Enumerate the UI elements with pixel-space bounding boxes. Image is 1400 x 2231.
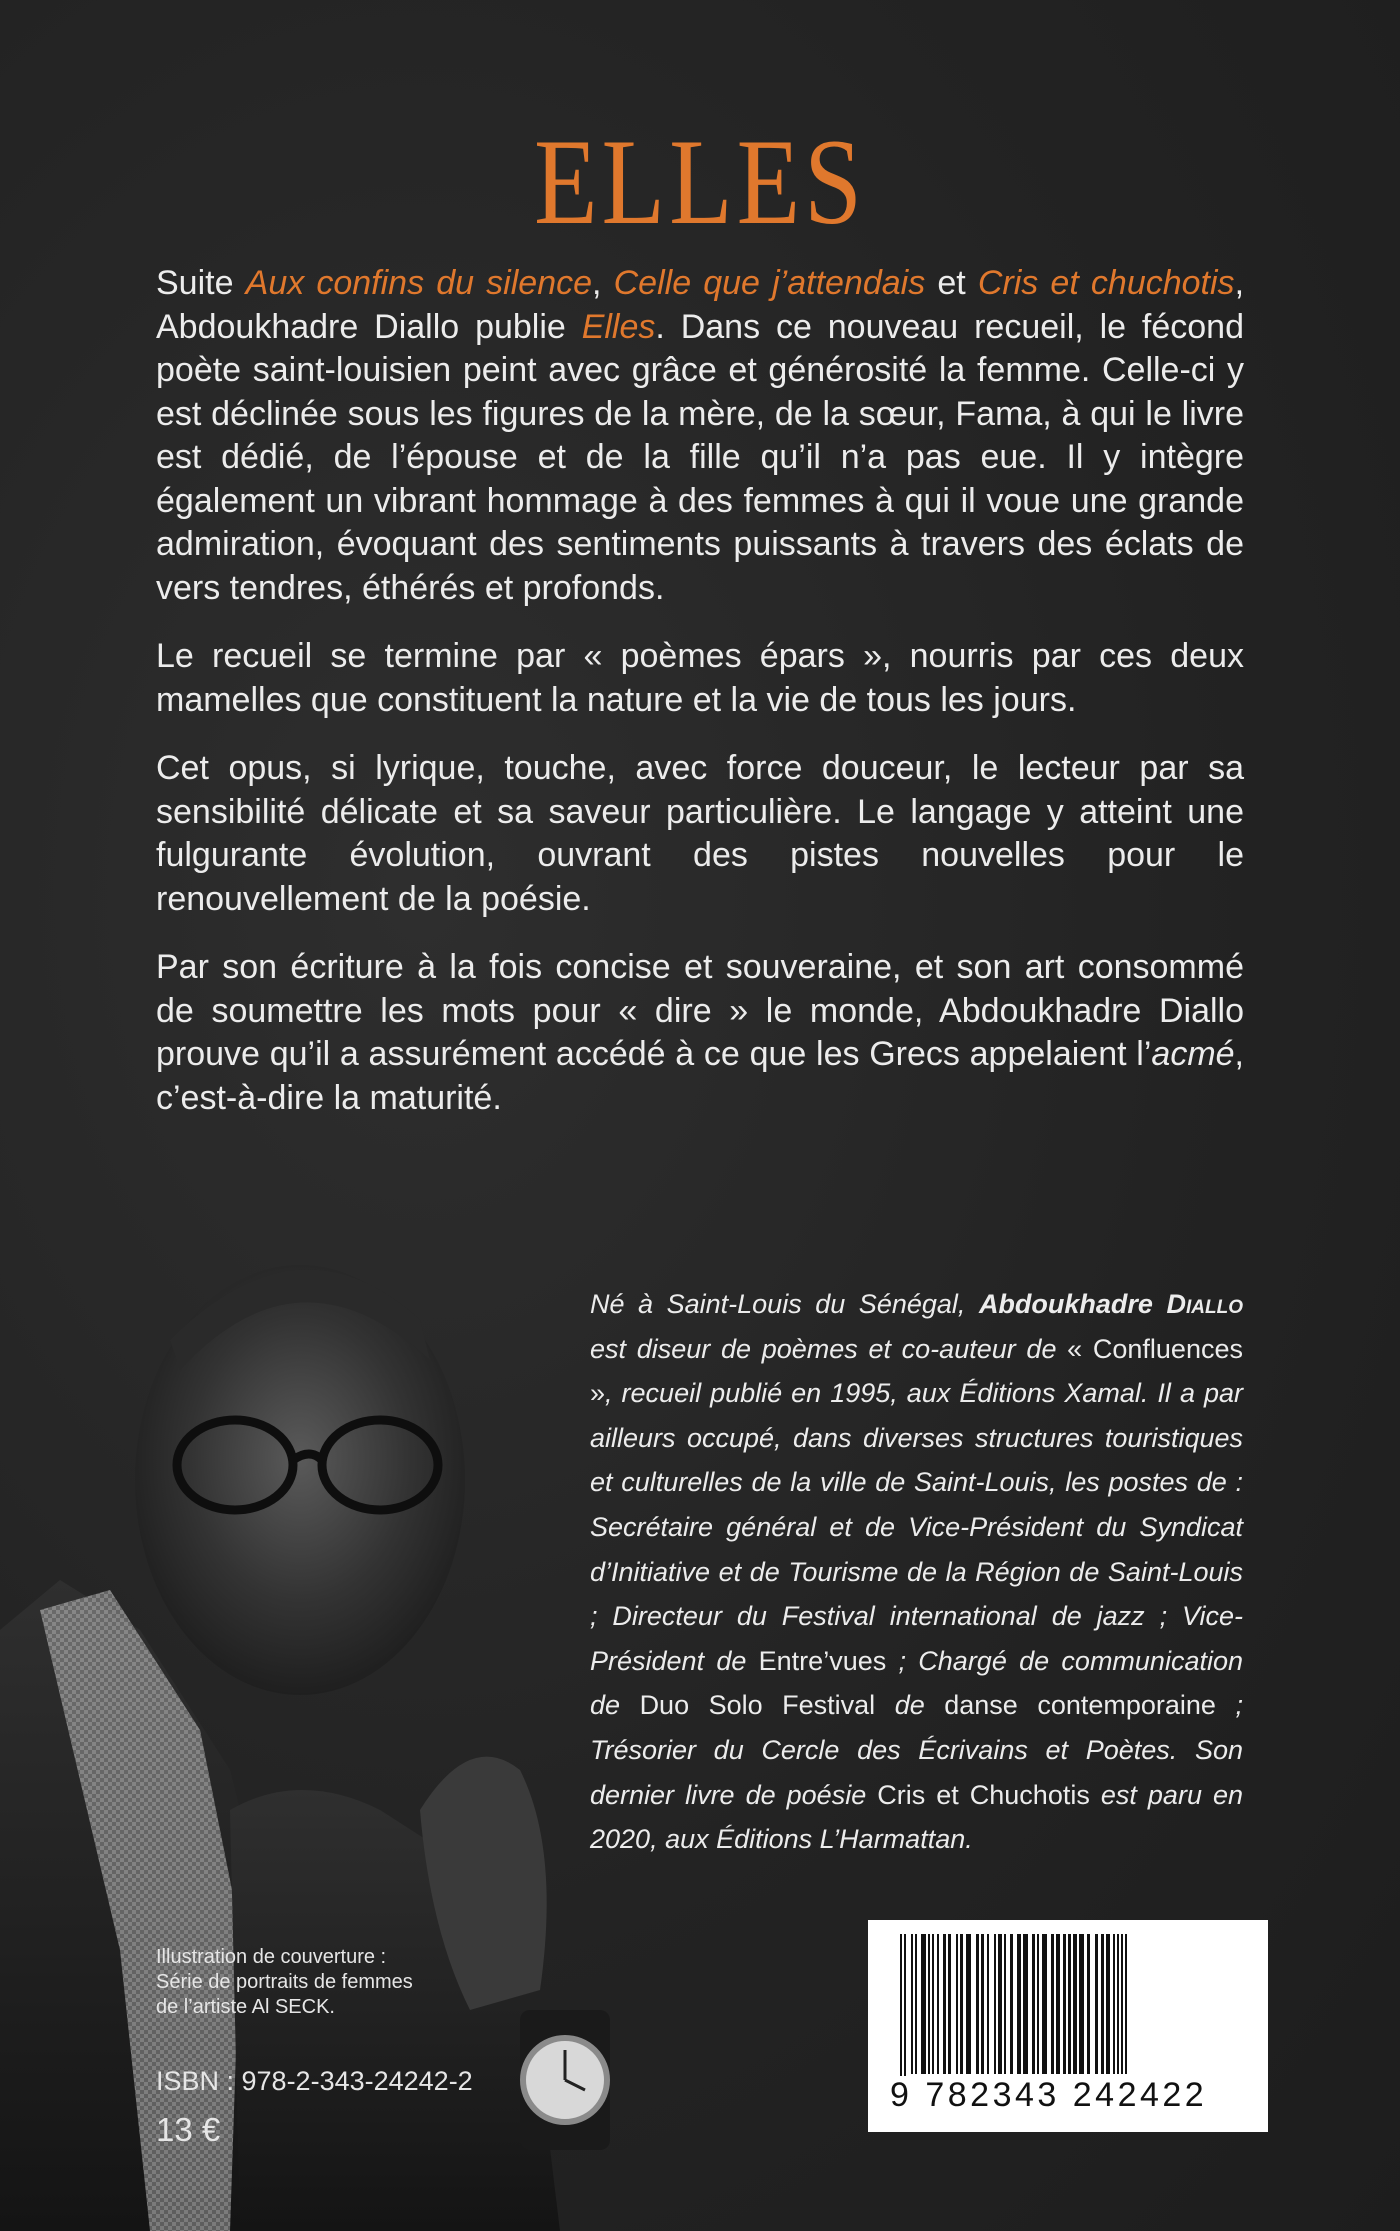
summary-paragraph-2: Le recueil se termine par « poèmes épars », nourris par ces deux mamelles que constituent la nature et la vie de tous les jours. bbox=[156, 637, 1244, 719]
barcode-bar bbox=[911, 1934, 913, 2074]
author-biography: Né à Saint-Louis du Sénégal, Abdoukhadre Diallo est diseur de poèmes et co-auteur de « Confluences », recueil publié en 1995, aux Éditions Xamal. Il a par ailleurs occupé, dans diverses structures touristiques et culturelles de la ville de Saint-Louis, les postes de : Secrétaire général et de Vice-Président du Syndicat d’Initiative et de Tourisme de la Région de Saint-Louis ; Directeur du Festival international de jazz ; Vice-Président de Entre’vues ; Chargé de communication de Duo Solo Festival de danse contemporaine ; Trésorier du Cercle des Écrivains et Poètes. Son dernier livre de poésie Cris et Chuchotis est paru en 2020, aux Éditions L’Harmattan. bbox=[590, 1289, 1244, 1855]
barcode-bar bbox=[937, 1934, 939, 2074]
barcode-bar bbox=[932, 1934, 934, 2074]
barcode-bar bbox=[943, 1934, 946, 2074]
barcode-bar bbox=[1023, 1934, 1028, 2074]
book-title: ELLES bbox=[534, 114, 866, 251]
barcode-bar bbox=[1063, 1934, 1066, 2074]
barcode-bar bbox=[1056, 1934, 1060, 2074]
barcode-bar bbox=[1004, 1934, 1006, 2074]
barcode-bar bbox=[915, 1934, 917, 2074]
barcode-bar bbox=[900, 1934, 902, 2096]
barcode-bar bbox=[1125, 1934, 1127, 2074]
barcode-bar bbox=[1042, 1934, 1047, 2074]
summary bbox=[156, 262, 1244, 1145]
barcode-bar bbox=[1017, 1934, 1021, 2074]
price: 13 € bbox=[156, 2111, 221, 2148]
barcode-bar bbox=[1121, 1934, 1123, 2074]
book-reference-1: Aux confins du silence bbox=[245, 264, 593, 302]
barcode-bar bbox=[948, 1934, 951, 2074]
barcode-bar bbox=[1087, 1934, 1090, 2074]
barcode-bar bbox=[1079, 1934, 1084, 2074]
barcode-bar bbox=[994, 1934, 996, 2074]
barcode-bar bbox=[956, 1934, 958, 2074]
barcode-bar bbox=[1051, 1934, 1054, 2074]
barcode-bar bbox=[1010, 1934, 1013, 2074]
watch-icon bbox=[520, 2010, 610, 2150]
author-name: Abdoukhadre Diallo bbox=[978, 1289, 1243, 1319]
barcode-bar bbox=[1095, 1934, 1098, 2074]
barcode-bar bbox=[928, 1934, 930, 2074]
barcode-bar bbox=[1106, 1934, 1110, 2074]
book-reference-3: Cris et chuchotis bbox=[977, 264, 1235, 302]
barcode-bar bbox=[976, 1934, 979, 2074]
barcode-bar bbox=[1032, 1934, 1035, 2074]
isbn: ISBN : 978-2-343-24242-2 bbox=[156, 2066, 473, 2096]
acme-term: acmé bbox=[1151, 1035, 1235, 1073]
barcode-bar bbox=[921, 1934, 926, 2074]
barcode-bar bbox=[1113, 1934, 1115, 2074]
barcode-bar bbox=[1068, 1934, 1071, 2074]
barcode-bar bbox=[1073, 1934, 1077, 2074]
barcode bbox=[868, 1920, 1268, 2132]
barcode-bar bbox=[904, 1934, 906, 2096]
barcode-bar bbox=[960, 1934, 963, 2074]
barcode-bar bbox=[987, 1934, 989, 2074]
summary-paragraph-4: Par son écriture à la fois concise et souveraine, et son art consommé de soumettre les mots pour « dire » le monde, Abdoukhadre Diallo prouve qu’il a assurément accédé à ce que les Grecs appelaient l’acmé, c’est-à-dire la maturité. bbox=[156, 948, 1244, 1117]
summary-paragraph-3: Cet opus, si lyrique, touche, avec force douceur, le lecteur par sa sensibilité délicate et sa saveur particulière. Le langage y atteint une fulgurante évolution, ouvrant des pistes nouvelles pour le renouvellement de la poésie. bbox=[156, 749, 1244, 918]
barcode-bar bbox=[1037, 1934, 1039, 2074]
barcode-bar bbox=[966, 1934, 971, 2074]
barcode-digits: 9 782343 242422 bbox=[890, 2076, 1208, 2114]
barcode-bar bbox=[1117, 1934, 1119, 2074]
barcode-bars bbox=[892, 1934, 1244, 2096]
book-reference-4: Elles bbox=[581, 307, 656, 346]
barcode-bar bbox=[981, 1934, 984, 2074]
book-reference-2: Celle que j’attendais bbox=[613, 264, 926, 302]
barcode-bar bbox=[1101, 1934, 1104, 2074]
summary-paragraph-1: Suite Aux confins du silence, Celle que j’attendais et Cris et chuchotis, Abdoukhadre Diallo publie Elles. Dans ce nouveau recueil, le fécond poète saint-louisien peint avec grâce et générosité la femme. Celle-ci y est déclinée sous les figures de la mère, de la sœur, Fama, à qui le livre est dédié, de l’épouse et de la fille qu’il n’a pas eue. Il y intègre également un vibrant hommage à des femmes à qui il voue une grande admiration, évoquant des sentiments puissants à travers des éclats de vers tendres, éthérés et profonds. bbox=[156, 264, 1245, 607]
cover-illustration-credit: Illustration de couverture : Série de portraits de femmes de l’artiste Al SECK. bbox=[156, 1946, 413, 2018]
barcode-bar bbox=[998, 1934, 1002, 2074]
